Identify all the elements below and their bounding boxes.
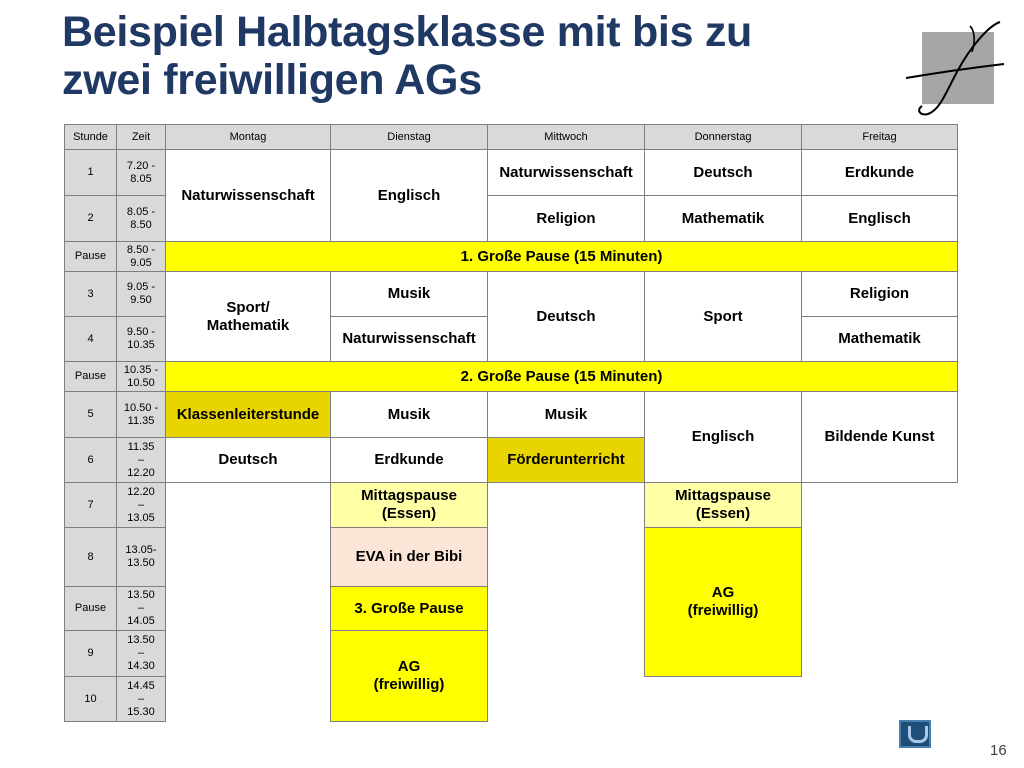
zeit-cell: 8.50 - 9.05 xyxy=(117,242,166,272)
cell-donnerstag: AG (freiwillig) xyxy=(645,528,802,677)
stunde-cell: 6 xyxy=(65,438,117,483)
stunde-cell: 7 xyxy=(65,483,117,528)
cell-dienstag: Erdkunde xyxy=(331,438,488,483)
cell-donnerstag: Mathematik xyxy=(645,196,802,242)
cell-freitag: Bildende Kunst xyxy=(802,392,958,483)
timetable xyxy=(64,124,958,722)
stunde-cell: 3 xyxy=(65,272,117,317)
header-montag: Montag xyxy=(166,125,331,150)
zeit-cell: 9.05 - 9.50 xyxy=(117,272,166,317)
cell-montag: Deutsch xyxy=(166,438,331,483)
header-mittwoch: Mittwoch xyxy=(488,125,645,150)
cell-dienstag: Naturwissenschaft xyxy=(331,317,488,362)
zeit-cell: 8.05 - 8.50 xyxy=(117,196,166,242)
zeit-cell: 13.50 – 14.05 xyxy=(117,587,166,631)
cell-freitag: Religion xyxy=(802,272,958,317)
header-donnerstag: Donnerstag xyxy=(645,125,802,150)
table-row xyxy=(65,362,958,392)
cell-montag: Klassenleiterstunde xyxy=(166,392,331,438)
stunde-cell: 5 xyxy=(65,392,117,438)
return-icon[interactable] xyxy=(899,720,931,748)
table-row xyxy=(65,392,958,438)
header-freitag: Freitag xyxy=(802,125,958,150)
zeit-cell: 10.50 - 11.35 xyxy=(117,392,166,438)
table-row xyxy=(65,150,958,196)
cell-montag: Naturwissenschaft xyxy=(166,150,331,242)
cell-donnerstag: Mittagspause (Essen) xyxy=(645,483,802,528)
empty-cell xyxy=(166,483,331,722)
cell-dienstag: 3. Große Pause xyxy=(331,587,488,631)
cell-mittwoch: Religion xyxy=(488,196,645,242)
cell-dienstag: EVA in der Bibi xyxy=(331,528,488,587)
cell-dienstag: Englisch xyxy=(331,150,488,242)
cell-freitag: Mathematik xyxy=(802,317,958,362)
cell-donnerstag: Englisch xyxy=(645,392,802,483)
empty-cell xyxy=(802,483,958,722)
cell-donnerstag: Sport xyxy=(645,272,802,362)
header-dienstag: Dienstag xyxy=(331,125,488,150)
cell-montag: Sport/ Mathematik xyxy=(166,272,331,362)
stunde-cell: 1 xyxy=(65,150,117,196)
pause-cell: 2. Große Pause (15 Minuten) xyxy=(166,362,958,392)
stunde-cell: 10 xyxy=(65,677,117,722)
page-number: 16 xyxy=(990,742,1007,759)
header-row xyxy=(65,125,958,150)
pause-cell: 1. Große Pause (15 Minuten) xyxy=(166,242,958,272)
zeit-cell: 9.50 - 10.35 xyxy=(117,317,166,362)
zeit-cell: 10.35 - 10.50 xyxy=(117,362,166,392)
zeit-cell: 13.05- 13.50 xyxy=(117,528,166,587)
school-logo xyxy=(900,18,1010,118)
table-row xyxy=(65,242,958,272)
cell-mittwoch: Musik xyxy=(488,392,645,438)
cell-dienstag: Musik xyxy=(331,272,488,317)
zeit-cell: 14.45 – 15.30 xyxy=(117,677,166,722)
stunde-cell: Pause xyxy=(65,587,117,631)
stunde-cell: 4 xyxy=(65,317,117,362)
cell-donnerstag: Deutsch xyxy=(645,150,802,196)
stunde-cell: 8 xyxy=(65,528,117,587)
table-row xyxy=(65,483,958,528)
stunde-cell: 9 xyxy=(65,631,117,677)
zeit-cell: 13.50 – 14.30 xyxy=(117,631,166,677)
zeit-cell: 12.20 – 13.05 xyxy=(117,483,166,528)
zeit-cell: 11.35 – 12.20 xyxy=(117,438,166,483)
cell-mittwoch: Förderunterricht xyxy=(488,438,645,483)
cell-mittwoch: Deutsch xyxy=(488,272,645,362)
header-zeit: Zeit xyxy=(117,125,166,150)
cell-dienstag: Musik xyxy=(331,392,488,438)
cell-freitag: Erdkunde xyxy=(802,150,958,196)
stunde-cell: 2 xyxy=(65,196,117,242)
empty-cell xyxy=(488,483,645,722)
zeit-cell: 7.20 - 8.05 xyxy=(117,150,166,196)
slide-title-line2: zwei freiwilligen AGs xyxy=(62,56,482,104)
cell-mittwoch: Naturwissenschaft xyxy=(488,150,645,196)
slide-title-line1: Beispiel Halbtagsklasse mit bis zu xyxy=(62,8,752,56)
cell-dienstag: Mittagspause (Essen) xyxy=(331,483,488,528)
cell-dienstag: AG (freiwillig) xyxy=(331,631,488,722)
header-stunde: Stunde xyxy=(65,125,117,150)
stunde-cell: Pause xyxy=(65,362,117,392)
cell-freitag: Englisch xyxy=(802,196,958,242)
table-row xyxy=(65,272,958,317)
slide-title xyxy=(62,8,862,104)
stunde-cell: Pause xyxy=(65,242,117,272)
